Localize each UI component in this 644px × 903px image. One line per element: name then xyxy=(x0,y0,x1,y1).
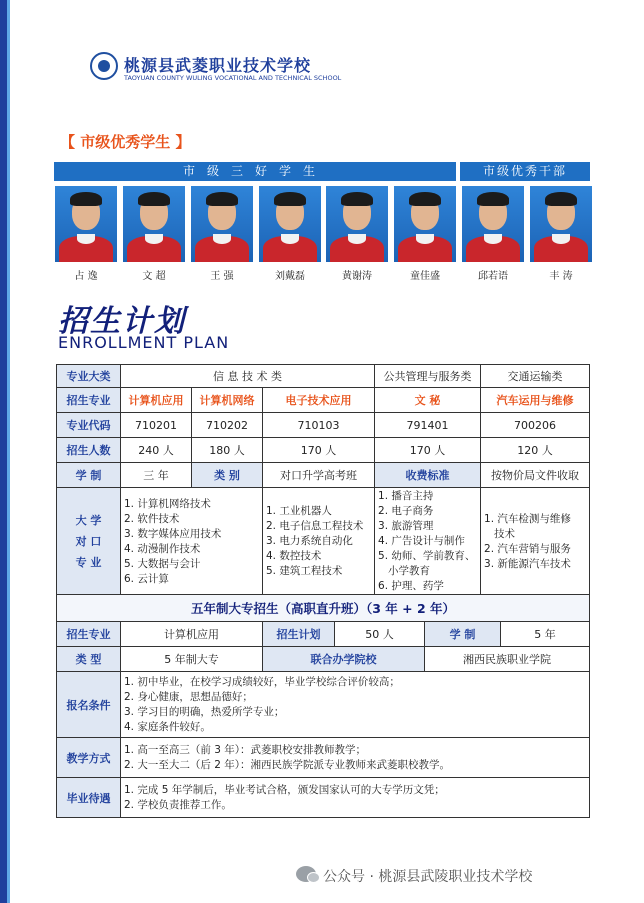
list-item: 1. 高一至高三（前 3 年）：武菱职校安排教师教学； xyxy=(124,743,366,756)
student-photo xyxy=(394,186,456,262)
label-five-type: 类 型 xyxy=(57,647,121,672)
student-photo xyxy=(259,186,321,262)
university-list-1 xyxy=(121,488,263,596)
list-item: 2. 电子信息工程技术 xyxy=(266,520,364,532)
label-duration: 学 制 xyxy=(57,463,121,488)
bar-excellent-cadres: 市级优秀干部 xyxy=(460,162,590,181)
side-accent-bar-light xyxy=(7,0,10,903)
student-photo xyxy=(530,186,592,262)
five-year-table xyxy=(56,594,590,818)
list-item: 5. 幼师、学前教育、 xyxy=(378,550,476,562)
benefits-list xyxy=(121,778,590,818)
list-item: 1. 汽车检测与维修 xyxy=(484,512,571,525)
label-count: 招生人数 xyxy=(57,438,121,463)
list-item: 3. 电力系统自动化 xyxy=(266,535,353,547)
label-major: 招生专业 xyxy=(57,388,121,413)
category-public: 公共管理与服务类 xyxy=(375,365,481,388)
label-five-major: 招生专业 xyxy=(57,622,121,647)
list-item: 4. 数控技术 xyxy=(266,550,322,562)
label-partner: 联合办学院校 xyxy=(263,647,425,672)
list-item: 2. 大一至大二（后 2 年）：湘西民族学院派专业教师来武菱职校教学。 xyxy=(124,758,450,771)
school-logo-icon xyxy=(90,52,118,80)
count-cell: 170 人 xyxy=(375,438,481,463)
five-duration-value: 5 年 xyxy=(501,622,590,647)
student-name: 王 强 xyxy=(210,271,234,282)
count-cell: 170 人 xyxy=(263,438,375,463)
school-name-cn: 桃源县武菱职业技术学校 xyxy=(124,56,312,75)
code-cell: 791401 xyxy=(375,413,481,438)
list-item: 2. 电子商务 xyxy=(378,505,434,517)
requirements-list xyxy=(121,672,590,738)
student-photo xyxy=(462,186,524,262)
partner-value: 湘西民族职业学院 xyxy=(425,647,590,672)
label-teaching: 教学方式 xyxy=(57,738,121,778)
list-item: 6. 护理、药学 xyxy=(378,580,444,592)
list-item: 2. 身心健康，思想品德好； xyxy=(124,690,253,703)
table-row xyxy=(57,488,590,596)
student-photo xyxy=(55,186,117,262)
list-item: 5. 建筑工程技术 xyxy=(266,565,343,577)
major-secretary: 文 秘 xyxy=(375,388,481,413)
table-row xyxy=(57,622,590,647)
code-cell: 710202 xyxy=(192,413,263,438)
list-item: 4. 广告设计与制作 xyxy=(378,535,465,547)
list-item: 2. 汽车营销与服务 xyxy=(484,542,571,555)
label-type: 类 别 xyxy=(192,463,263,488)
list-item: 1. 计算机网络技术 xyxy=(124,497,211,510)
table-row xyxy=(57,463,590,488)
student-photo xyxy=(123,186,185,262)
count-cell: 120 人 xyxy=(481,438,590,463)
table-row xyxy=(57,365,590,388)
code-cell: 710201 xyxy=(121,413,192,438)
list-item: 2. 学校负责推荐工作。 xyxy=(124,798,232,811)
table-row xyxy=(57,388,590,413)
label-five-duration: 学 制 xyxy=(425,622,501,647)
list-item: 1. 工业机器人 xyxy=(266,505,332,517)
table-row xyxy=(57,413,590,438)
duration-value: 三 年 xyxy=(121,463,192,488)
university-list-4 xyxy=(481,488,590,596)
label-category: 专业大类 xyxy=(57,365,121,388)
list-item: 2. 软件技术 xyxy=(124,512,180,525)
footer-account[interactable]: 公众号 · 桃源县武陵职业技术学校 xyxy=(323,869,533,885)
student-name: 文 超 xyxy=(142,271,166,282)
list-item: 小学教育 xyxy=(378,565,431,577)
wechat-icon xyxy=(296,866,316,882)
table-row xyxy=(57,778,590,818)
list-item: 4. 家庭条件较好。 xyxy=(124,720,211,733)
table-row xyxy=(57,738,590,778)
five-plan-value: 50 人 xyxy=(335,622,425,647)
category-it: 信 息 技 术 类 xyxy=(121,365,375,388)
student-name: 占 逸 xyxy=(74,271,98,282)
category-transport: 交通运输类 xyxy=(481,365,590,388)
list-item: 1. 播音主持 xyxy=(378,490,434,502)
label-university: 大 学 对 口 专 业 xyxy=(57,488,121,596)
list-item: 1. 初中毕业，在校学习成绩较好，毕业学校综合评价较高； xyxy=(124,675,400,688)
honors-title: 【 市级优秀学生 】 xyxy=(60,133,191,151)
count-cell: 180 人 xyxy=(192,438,263,463)
table-row xyxy=(57,672,590,738)
major-computer-app: 计算机应用 xyxy=(121,388,192,413)
student-name: 黄谢涛 xyxy=(342,271,372,282)
bar-three-good-students: 市级三好学生 xyxy=(54,162,456,181)
list-item: 3. 数字媒体应用技术 xyxy=(124,527,222,540)
list-item: 5. 大数据与会计 xyxy=(124,557,201,570)
table-row xyxy=(57,438,590,463)
major-computer-network: 计算机网络 xyxy=(192,388,263,413)
teaching-list xyxy=(121,738,590,778)
list-item: 1. 完成 5 年学制后，毕业考试合格，颁发国家认可的大专学历文凭； xyxy=(124,783,445,796)
university-list-3 xyxy=(375,488,481,596)
code-cell: 710103 xyxy=(263,413,375,438)
code-cell: 700206 xyxy=(481,413,590,438)
university-list-2 xyxy=(263,488,375,596)
side-accent-bar xyxy=(0,0,7,903)
student-name: 刘戴磊 xyxy=(275,271,305,282)
fee-value: 按物价局文件收取 xyxy=(481,463,590,488)
label-requirements: 报名条件 xyxy=(57,672,121,738)
five-major-value: 计算机应用 xyxy=(121,622,263,647)
table-row xyxy=(57,595,590,622)
label-fee: 收费标准 xyxy=(375,463,481,488)
label-five-plan: 招生计划 xyxy=(263,622,335,647)
student-name: 邱若语 xyxy=(478,271,508,282)
list-item: 3. 旅游管理 xyxy=(378,520,434,532)
student-photo xyxy=(326,186,388,262)
school-header xyxy=(90,48,350,88)
school-name-en: TAOYUAN COUNTY WULING VOCATIONAL AND TECHNICAL SCHOOL xyxy=(124,74,342,82)
label-code: 专业代码 xyxy=(57,413,121,438)
list-item: 6. 云计算 xyxy=(124,572,169,585)
five-type-value: 5 年制大专 xyxy=(121,647,263,672)
enrollment-table xyxy=(56,364,590,596)
student-photo xyxy=(191,186,253,262)
list-item: 4. 动漫制作技术 xyxy=(124,542,201,555)
student-name: 童佳盛 xyxy=(410,271,440,282)
list-item: 技术 xyxy=(484,527,516,540)
enrollment-plan-title: 招生计划 xyxy=(58,304,186,339)
enrollment-plan-subtitle: ENROLLMENT PLAN xyxy=(58,333,230,352)
major-auto: 汽车运用与维修 xyxy=(481,388,590,413)
count-cell: 240 人 xyxy=(121,438,192,463)
table-row xyxy=(57,647,590,672)
label-benefits: 毕业待遇 xyxy=(57,778,121,818)
student-name: 丰 涛 xyxy=(549,271,573,282)
list-item: 3. 新能源汽车技术 xyxy=(484,557,571,570)
list-item: 3. 学习目的明确，热爱所学专业； xyxy=(124,705,285,718)
type-value: 对口升学高考班 xyxy=(263,463,375,488)
five-year-title: 五年制大专招生（高职直升班）（3 年 + 2 年） xyxy=(57,595,590,622)
major-electronics: 电子技术应用 xyxy=(263,388,375,413)
